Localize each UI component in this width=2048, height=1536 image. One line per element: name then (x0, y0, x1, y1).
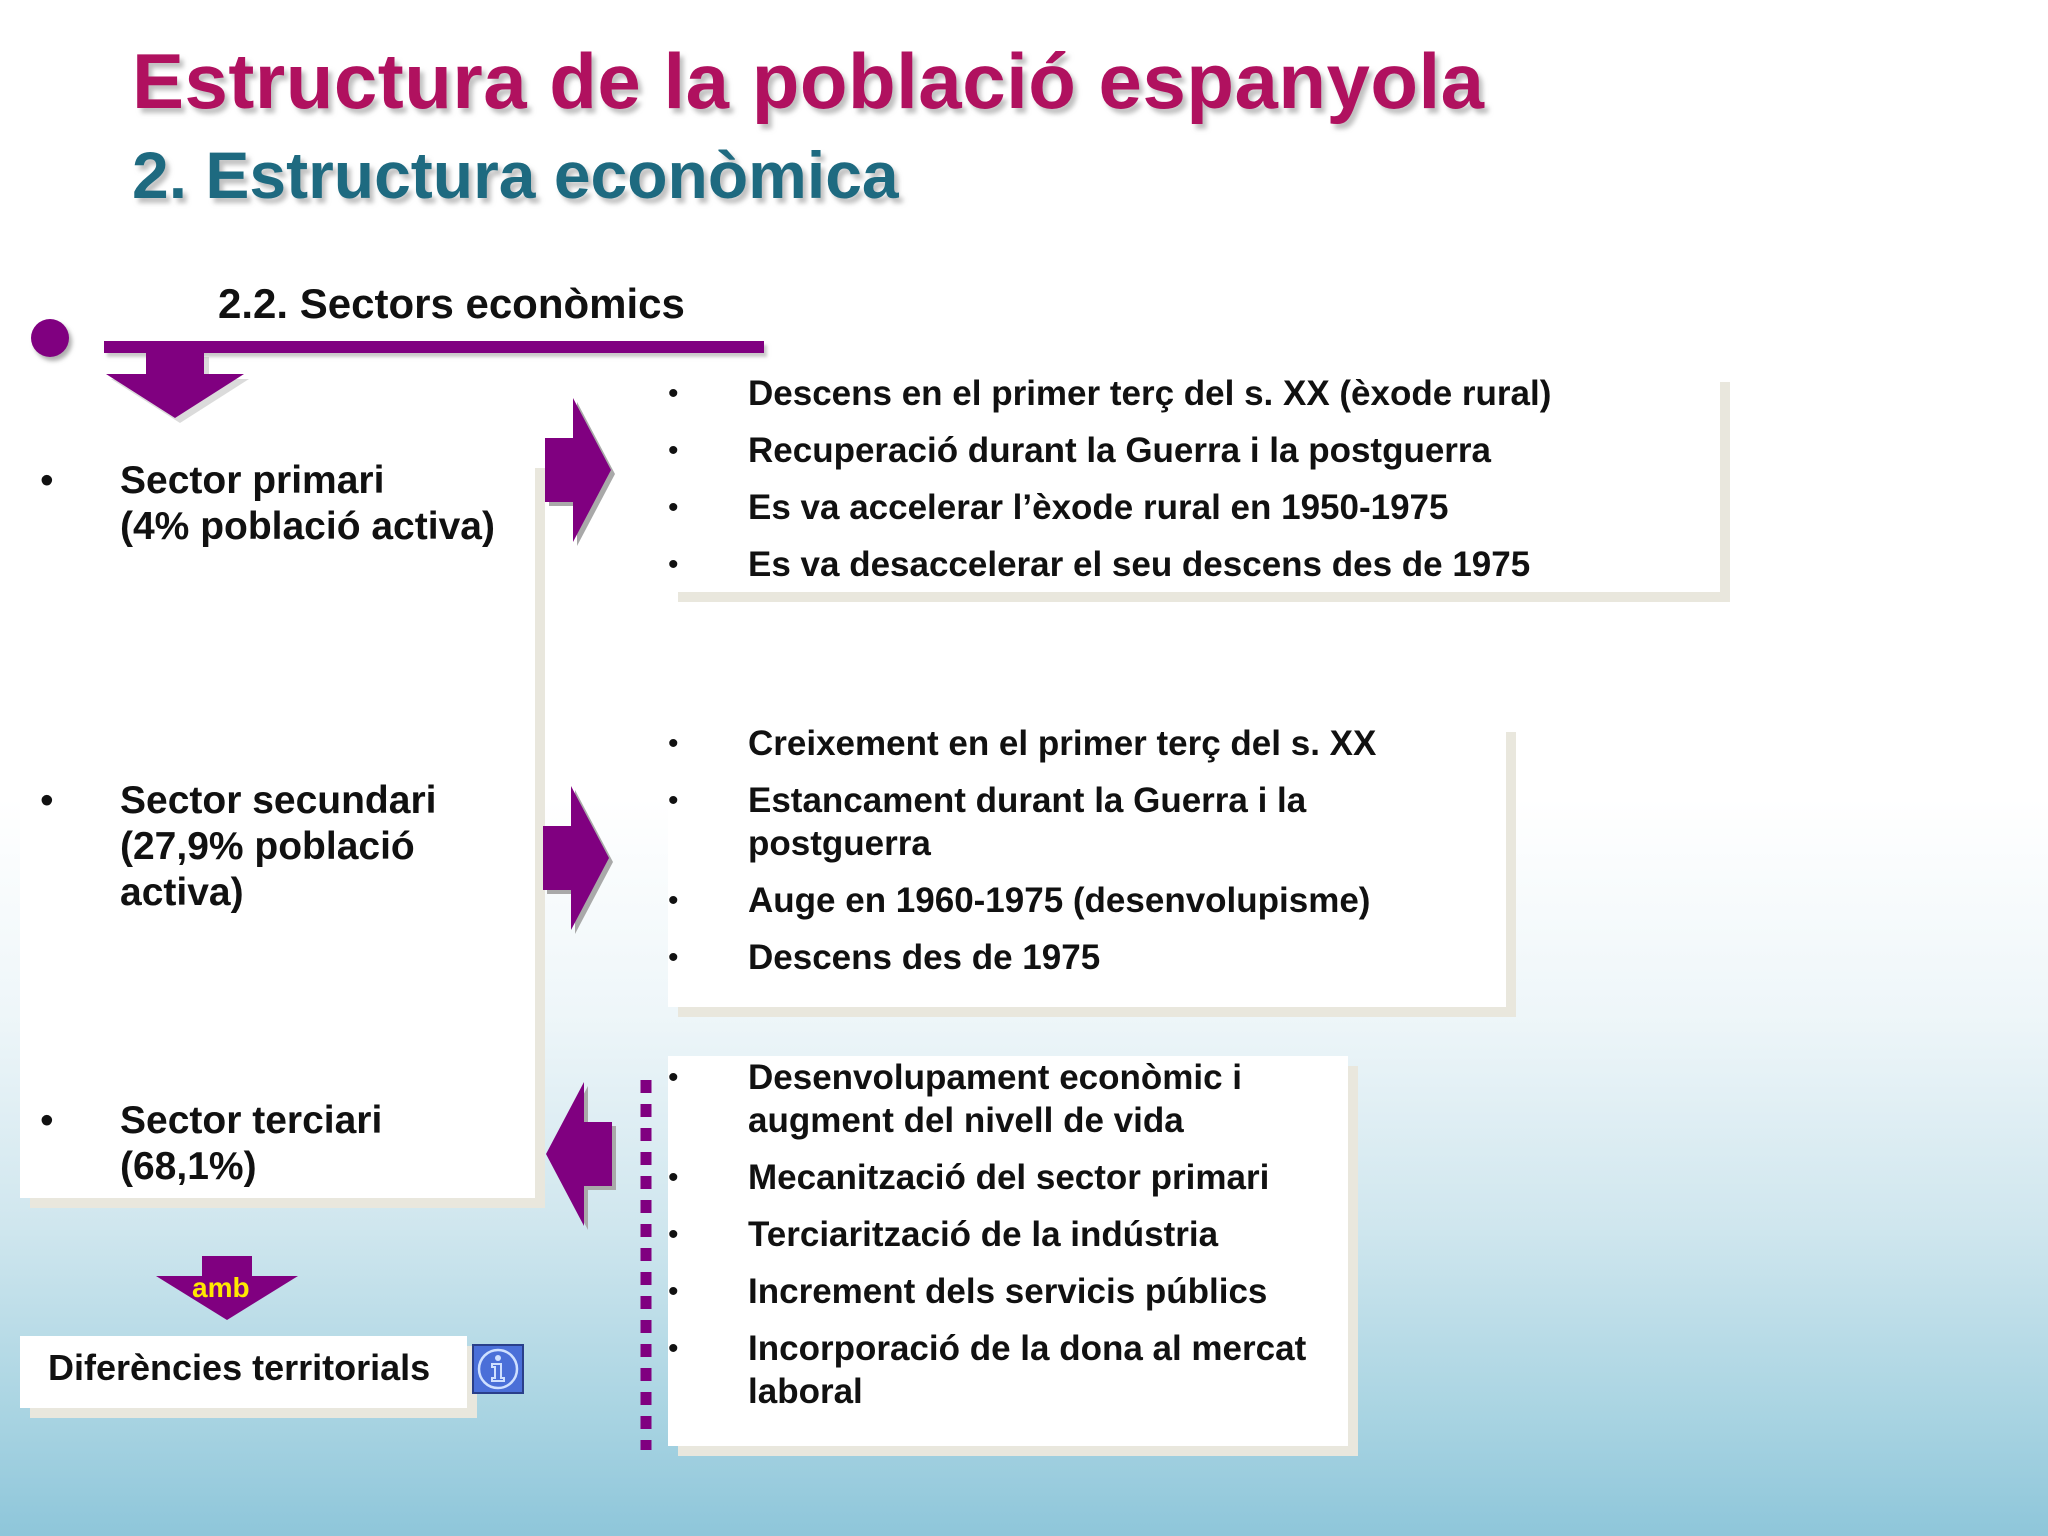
territorial-label[interactable]: Diferències territorials (48, 1347, 431, 1388)
connector-label: amb (192, 1272, 250, 1303)
dashed-connector (640, 1080, 652, 1450)
list-item: • Descens des de 1975 (668, 936, 1428, 979)
section-heading: 2.2. Sectors econòmics (218, 280, 685, 327)
list-item: • Mecanització del sector primari (668, 1156, 1368, 1199)
bullet: • (40, 459, 54, 502)
list-item: • Es va desaccelerar el seu descens des de 1975 (668, 543, 1728, 586)
right-arrow-icon (543, 786, 618, 934)
secondary-points-list (668, 722, 1428, 993)
bullet: • (40, 1099, 54, 1142)
tertiary-points-list (668, 1056, 1368, 1427)
list-item: • Recuperació durant la Guerra i la postguerra (668, 429, 1728, 472)
down-arrow-icon (96, 352, 256, 424)
list-item: • Auge en 1960-1975 (desenvolupisme) (668, 879, 1428, 922)
right-arrow-icon (545, 398, 620, 546)
sectors-panel: • Sector primari (4% població activa) • Sector secundari (27,9% població activa) • Sector terciari (68,1%) (20, 458, 535, 1198)
list-item: • Creixement en el primer terç del s. XX (668, 722, 1428, 765)
list-item: • Es va accelerar l’èxode rural en 1950-1975 (668, 486, 1728, 529)
left-arrow-icon (546, 1082, 621, 1230)
list-item: • Desenvolupament econòmic i augment del nivell de vida (668, 1056, 1368, 1142)
bullet: • (40, 779, 54, 822)
info-icon[interactable] (472, 1344, 524, 1394)
primary-points-list (668, 372, 1728, 600)
page-title: Estructura de la població espanyola (132, 37, 1485, 125)
list-item: • Terciarització de la indústria (668, 1213, 1368, 1256)
list-item: • Estancament durant la Guerra i la postguerra (668, 779, 1428, 865)
list-item: • Incorporació de la dona al mercat laboral (668, 1327, 1368, 1413)
page-subtitle: 2. Estructura econòmica (132, 138, 899, 212)
list-item: • Increment dels servicis públics (668, 1270, 1368, 1313)
list-item: • Descens en el primer terç del s. XX (èxode rural) (668, 372, 1728, 415)
bullet-dot (31, 319, 69, 357)
